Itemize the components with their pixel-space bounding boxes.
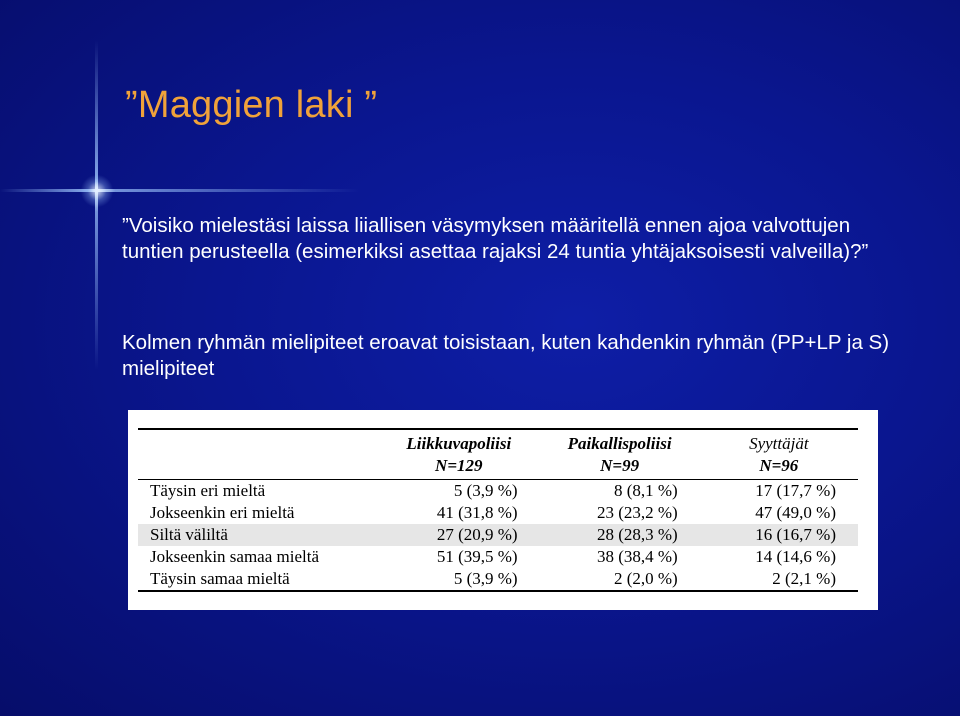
- question-text: ”Voisiko mielestäsi laissa liiallisen väsymyksen määritellä ennen ajoa valvottujen tuntien perusteella (esimerkiksi asettaa rajaksi 24 tuntia yhtäjaksoisesti valveilla)?”: [122, 214, 869, 263]
- header-empty: [138, 429, 378, 455]
- cell-value: 17 (17,7 %): [755, 481, 836, 500]
- cell-value: 41 (31,8 %): [436, 503, 518, 522]
- cell-value: 27 (20,9 %): [378, 524, 540, 546]
- header-liikkuvapoliisi: Liikkuvapoliisi: [378, 429, 540, 455]
- cell-value: 47 (49,0 %): [755, 503, 836, 522]
- cell-value: 51 (39,5 %): [436, 547, 518, 566]
- light-flare-horizontal: [0, 189, 360, 192]
- cell-value: 14 (14,6 %): [755, 547, 836, 566]
- header-empty: [138, 455, 378, 480]
- results-table-panel: [128, 410, 878, 610]
- slide-title: ”Maggien laki ”: [125, 84, 378, 126]
- row-label: Täysin eri mieltä: [150, 481, 266, 500]
- cell-value: 2 (2,0 %): [540, 568, 700, 591]
- light-flare-glow: [80, 175, 114, 207]
- header-n-liikkuvapoliisi: N=129: [378, 455, 540, 480]
- cell-value: 23 (23,2 %): [596, 503, 678, 522]
- table-row: [138, 524, 858, 546]
- cell-value: 16 (16,7 %): [700, 524, 858, 546]
- table-header-row: [138, 429, 858, 455]
- row-label: Jokseenkin samaa mieltä: [150, 547, 320, 566]
- header-paikallispoliisi: Paikallispoliisi: [540, 429, 700, 455]
- header-syyttajat: Syyttäjät: [700, 429, 858, 455]
- table-n-row: [138, 455, 858, 480]
- header-n-syyttajat: N=96: [700, 455, 858, 480]
- cell-value: 2 (2,1 %): [700, 568, 858, 591]
- row-label: Siltä väliltä: [138, 524, 378, 546]
- cell-value: 5 (3,9 %): [378, 568, 540, 591]
- cell-value: 38 (38,4 %): [596, 547, 678, 566]
- cell-value: 8 (8,1 %): [613, 481, 678, 500]
- row-label: Täysin samaa mieltä: [138, 568, 378, 591]
- results-table: [138, 428, 858, 592]
- row-label: Jokseenkin eri mieltä: [150, 503, 295, 522]
- table-row: [138, 546, 858, 568]
- cell-value: 5 (3,9 %): [453, 481, 518, 500]
- cell-value: 28 (28,3 %): [540, 524, 700, 546]
- table-row: [138, 480, 858, 503]
- header-n-paikallispoliisi: N=99: [540, 455, 700, 480]
- summary-text: Kolmen ryhmän mielipiteet eroavat toisistaan, kuten kahdenkin ryhmän (PP+LP ja S) mielipiteet: [122, 331, 890, 380]
- table-row: [138, 568, 858, 591]
- table-row: [138, 502, 858, 524]
